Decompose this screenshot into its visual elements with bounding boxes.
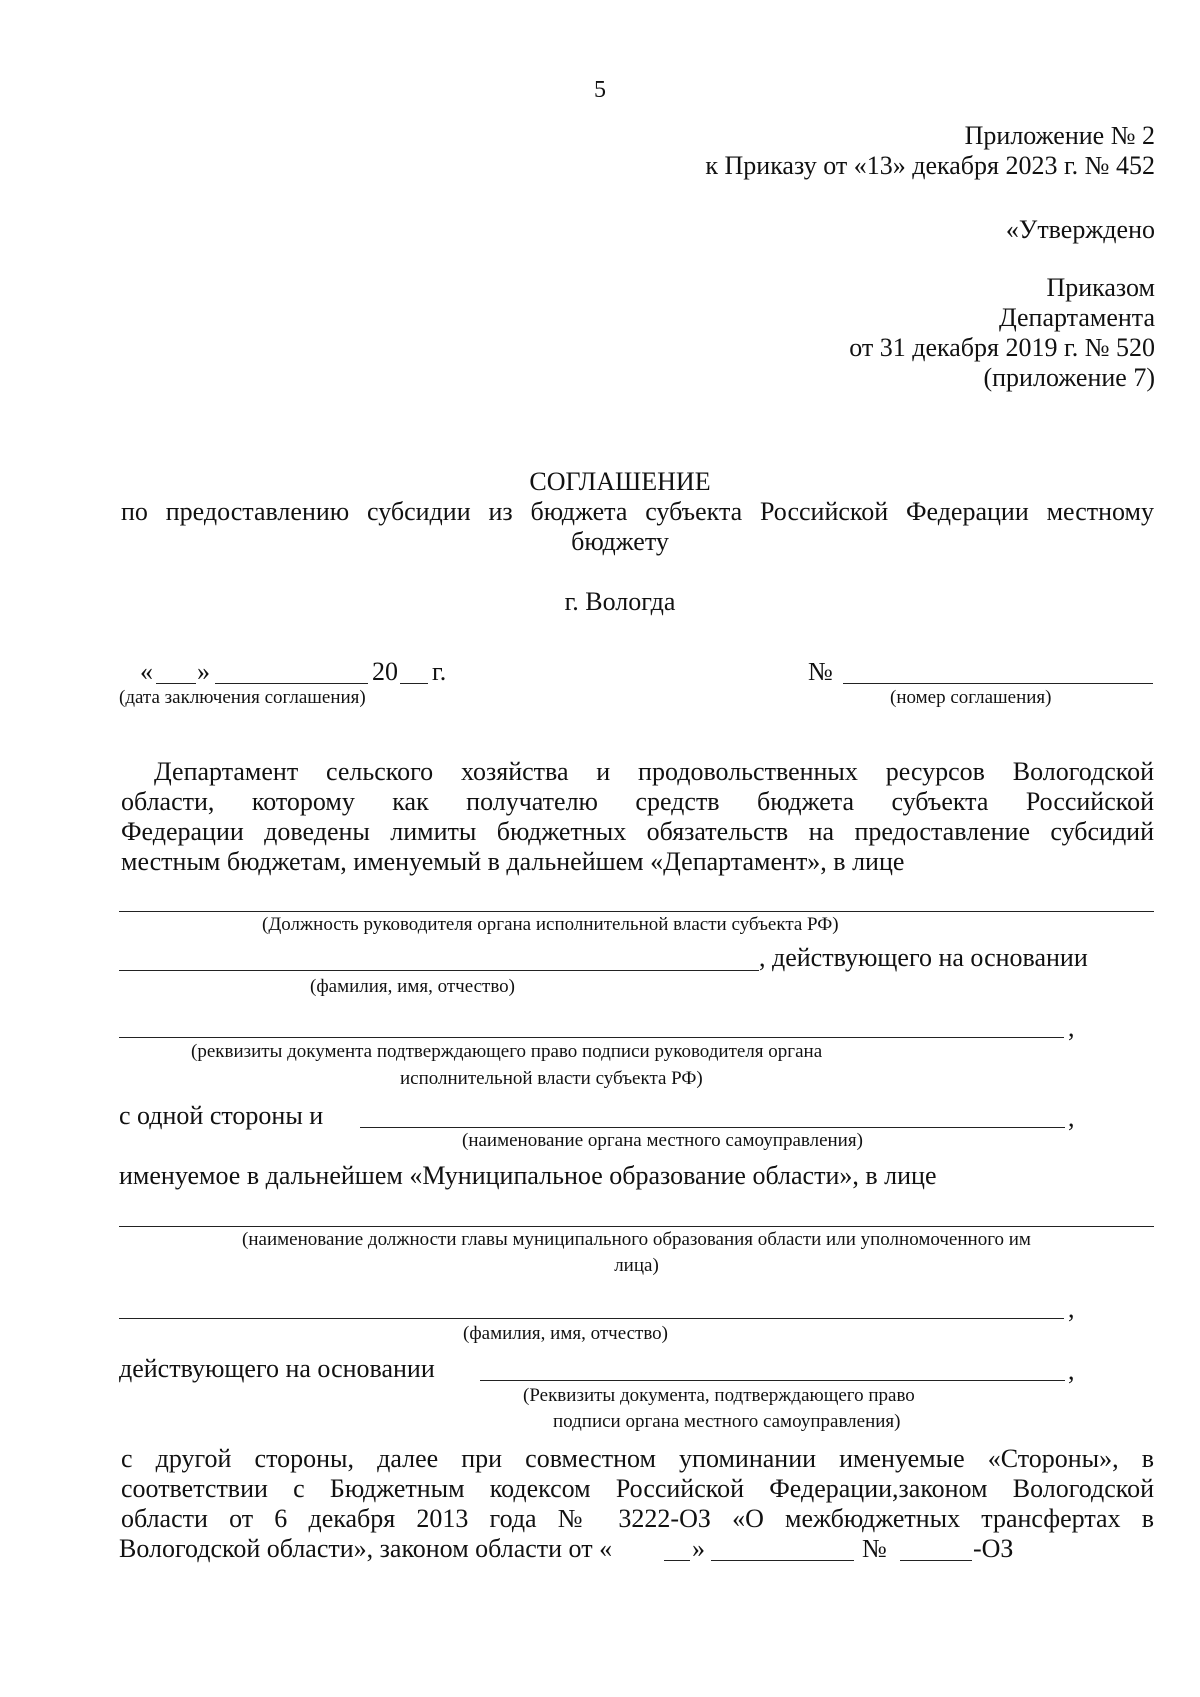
law-day-blank-line xyxy=(664,1560,690,1561)
date-close-quote: » xyxy=(197,657,210,686)
law-number-blank-line xyxy=(900,1560,972,1561)
approval-department: Департамента xyxy=(998,303,1155,332)
doc-caption-line2: подписи органа местного самоуправления) xyxy=(553,1411,901,1432)
mo-head-line xyxy=(119,1226,1154,1227)
document-title: СОГЛАШЕНИЕ xyxy=(529,467,711,496)
day-blank-line xyxy=(156,683,196,684)
law-number-sign: № xyxy=(862,1534,887,1563)
paragraph-2-line-4-start: Вологодской области», законом области от « xyxy=(119,1534,613,1563)
head-position-caption: (Должность руководителя органа исполнительной власти субъекта РФ) xyxy=(262,914,839,935)
mo-fio-comma: , xyxy=(1068,1294,1075,1323)
title-subtitle-line2: бюджету xyxy=(571,527,669,556)
approval-date: от 31 декабря 2019 г. № 520 xyxy=(849,333,1155,362)
mo-basis-comma: , xyxy=(1068,1356,1075,1385)
head-fio-line xyxy=(119,970,759,971)
title-subtitle-line1: по предоставлению субсидии из бюджета субъекта Российской Федерации местному xyxy=(121,497,1154,526)
law-month-blank-line xyxy=(711,1560,854,1561)
mo-basis-line xyxy=(480,1380,1065,1381)
appendix-number: Приложение № 2 xyxy=(964,121,1155,150)
law-close-quote: » xyxy=(692,1534,705,1563)
number-caption: (номер соглашения) xyxy=(890,687,1052,708)
year-blank-line xyxy=(400,683,428,684)
date-open-quote: « xyxy=(140,657,153,686)
requisites-comma: , xyxy=(1068,1013,1075,1042)
agreement-number-line xyxy=(843,683,1153,684)
month-blank-line xyxy=(215,683,368,684)
agreement-number-sign: № xyxy=(808,657,833,686)
mo-head-caption-line2: лица) xyxy=(614,1255,659,1276)
date-caption: (дата заключения соглашения) xyxy=(119,687,366,708)
requisites-caption-line2: исполнительной власти субъекта РФ) xyxy=(400,1068,703,1089)
paragraph-1-line-4: местным бюджетам, именуемый в дальнейшем «Департамент», в лице xyxy=(121,847,905,876)
requisites-caption-line1: (реквизиты документа подтверждающего право подписи руководителя органа xyxy=(191,1041,823,1062)
paragraph-1-line-1: Департамент сельского хозяйства и продовольственных ресурсов Вологодской xyxy=(154,757,1154,786)
paragraph-2-line-2: соответствии с Бюджетным кодексом Российской Федерации,законом Вологодской xyxy=(121,1474,1154,1503)
doc-caption-line1: (Реквизиты документа, подтверждающего право xyxy=(523,1385,915,1406)
approved-label: «Утверждено xyxy=(1005,215,1155,244)
hereinafter-mo-text: именуемое в дальнейшем «Муниципальное образование области», в лице xyxy=(119,1161,937,1190)
mo-fio-line xyxy=(119,1318,1064,1319)
page-number: 5 xyxy=(594,77,606,103)
mo-head-caption-line1: (наименование должности главы муниципального образования области или уполномоченного им xyxy=(242,1229,1031,1250)
city: г. Вологда xyxy=(564,587,676,616)
appendix-order-ref: к Приказу от «13» декабря 2023 г. № 452 xyxy=(705,151,1155,180)
paragraph-1-line-2: области, которому как получателю средств бюджета субъекта Российской xyxy=(121,787,1154,816)
year-suffix: г. xyxy=(432,657,447,686)
paragraph-2-line-3: области от 6 декабря 2013 года № 3222-ОЗ «О межбюджетных трансфертах в xyxy=(121,1504,1154,1533)
acting-basis-text: , действующего на основании xyxy=(759,943,1088,972)
one-side-text: с одной стороны и xyxy=(119,1101,324,1130)
year-prefix: 20 xyxy=(372,657,398,686)
local-gov-comma: , xyxy=(1068,1103,1075,1132)
fio-caption-1: (фамилия, имя, отчество) xyxy=(310,976,516,997)
paragraph-1-line-3: Федерации доведены лимиты бюджетных обязательств на предоставление субсидий xyxy=(121,817,1154,846)
acting-basis-2-text: действующего на основании xyxy=(119,1354,435,1383)
head-position-line xyxy=(119,911,1154,912)
paragraph-2-line-1: с другой стороны, далее при совместном упоминании именуемые «Стороны», в xyxy=(121,1444,1154,1473)
law-suffix: -ОЗ xyxy=(973,1534,1014,1563)
local-gov-caption: (наименование органа местного самоуправления) xyxy=(462,1130,863,1151)
requisites-line xyxy=(119,1037,1064,1038)
local-gov-line xyxy=(360,1127,1065,1128)
approval-annex: (приложение 7) xyxy=(983,363,1155,392)
approval-order: Приказом xyxy=(1046,273,1155,302)
fio-caption-2: (фамилия, имя, отчество) xyxy=(463,1323,669,1344)
